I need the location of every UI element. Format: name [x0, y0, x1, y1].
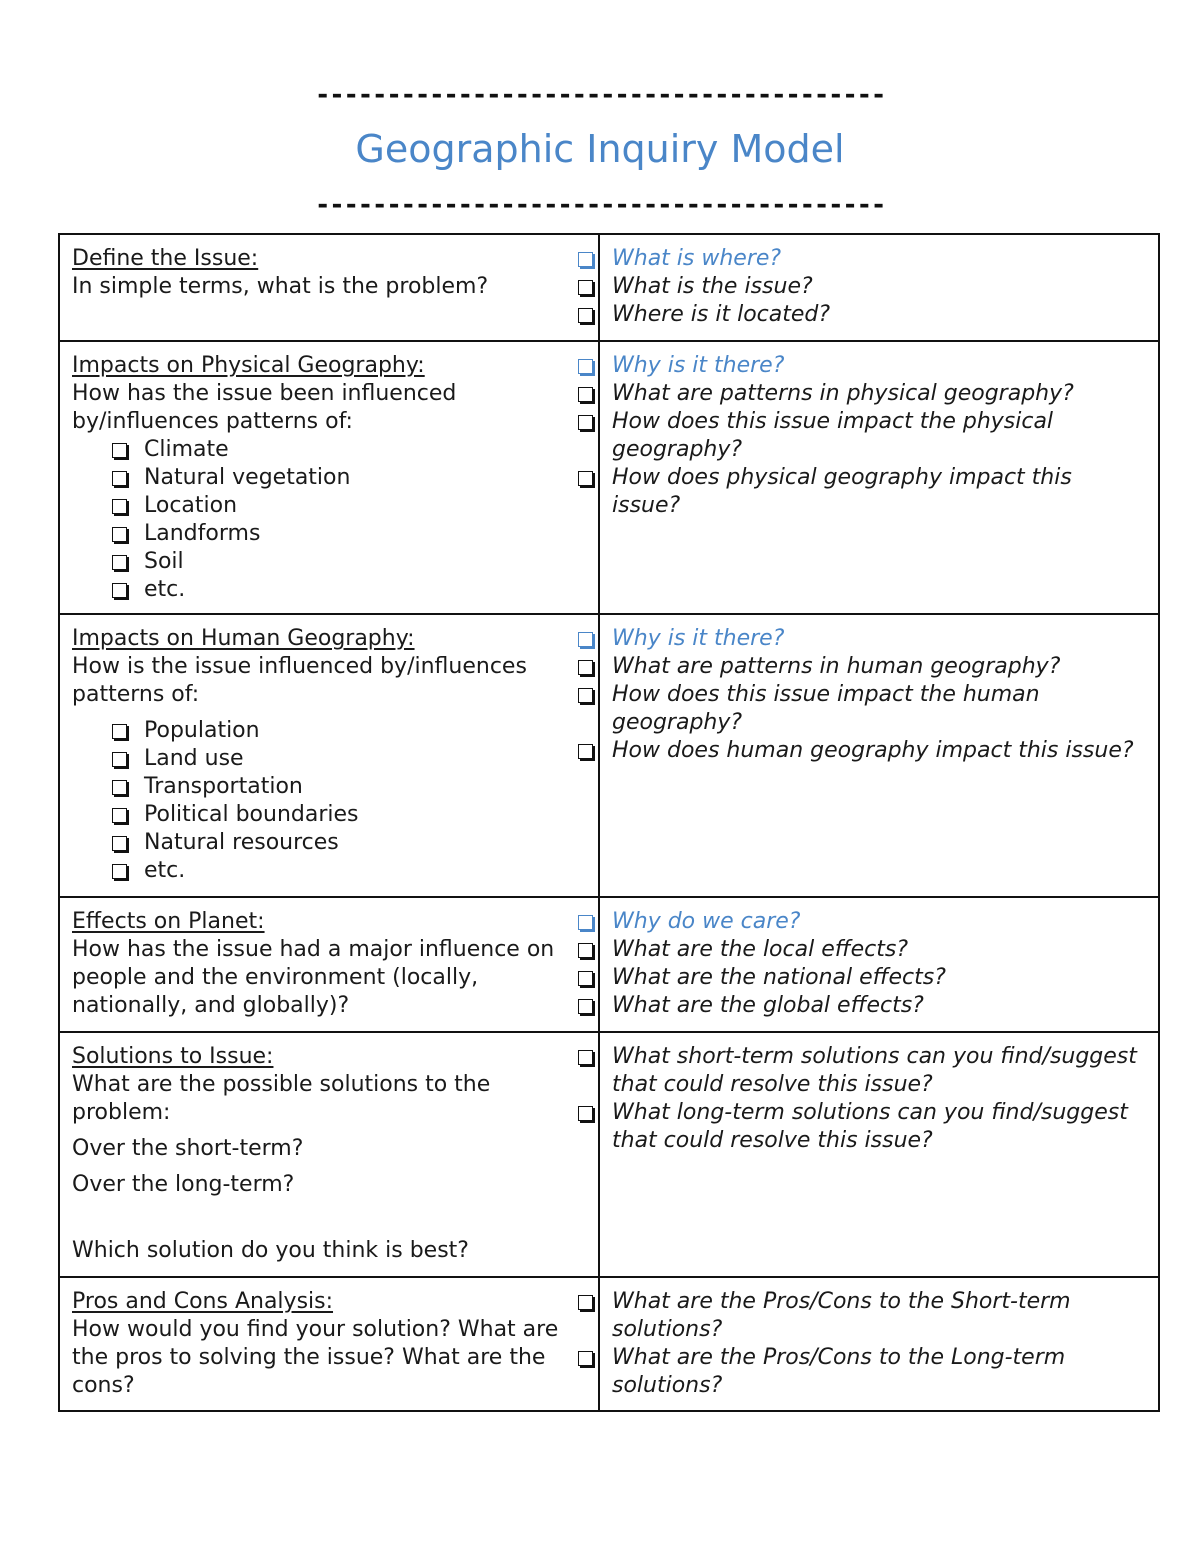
list-item-text: Natural resources [144, 830, 339, 855]
table-row [59, 897, 1159, 1032]
list-item-text: Population [144, 718, 260, 743]
checkbox-icon [578, 1351, 593, 1366]
list-item-text: Soil [144, 549, 184, 574]
row-questions-cell [599, 234, 1159, 341]
question-text: Why do we care? [612, 909, 801, 934]
question-item [578, 737, 1146, 765]
title-rule-top: ---------------------------------------- [314, 80, 886, 110]
row-description-cell [59, 234, 599, 341]
table-row [59, 341, 1159, 614]
list-item-text: Land use [144, 746, 244, 771]
checkbox-icon [112, 471, 127, 486]
section-description: How has the issue had a major influence on people and the environment (locally, nationally, and globally)? [72, 937, 555, 1018]
section-heading: Effects on Planet: [72, 909, 265, 934]
inquiry-table [58, 233, 1160, 1412]
checkbox-icon [578, 632, 593, 647]
question-list [612, 352, 1146, 520]
list-item [112, 520, 586, 548]
checkbox-icon [578, 744, 593, 759]
question-item [578, 1288, 1146, 1344]
question-item [578, 380, 1146, 408]
question-text: What long-term solutions can you find/suggest that could resolve this issue? [612, 1100, 1128, 1153]
question-text: Where is it located? [612, 302, 831, 327]
question-list [612, 625, 1146, 765]
question-text: What is where? [612, 246, 782, 271]
row-questions-cell [599, 341, 1159, 614]
list-item-text: etc. [144, 858, 186, 883]
list-item-text: etc. [144, 577, 186, 602]
list-item-text: Climate [144, 437, 229, 462]
question-text: What are patterns in human geography? [612, 654, 1061, 679]
question-text: How does this issue impact the physical geography? [612, 409, 1054, 462]
section-heading: Impacts on Physical Geography: [72, 353, 425, 378]
question-text: What are the national effects? [612, 965, 946, 990]
table-row [59, 614, 1159, 897]
question-text: How does human geography impact this issue? [612, 738, 1134, 763]
section-description: How is the issue influenced by/influences patterns of: [72, 654, 527, 707]
question-text: What are the Pros/Cons to the Short-term solutions? [612, 1289, 1071, 1342]
question-item [578, 992, 1146, 1020]
checkbox-icon [578, 471, 593, 486]
question-item [578, 301, 1146, 329]
list-item [112, 576, 586, 604]
question-item [578, 1344, 1146, 1400]
question-list [612, 245, 1146, 329]
section-description: How would you find your solution? What are the pros to solving the issue? What are the cons? [72, 1317, 559, 1398]
checkbox-icon [112, 555, 127, 570]
checkbox-icon [112, 583, 127, 598]
section-heading: Solutions to Issue: [72, 1044, 274, 1069]
question-item [578, 653, 1146, 681]
question-item [578, 681, 1146, 737]
checkbox-icon [112, 808, 127, 823]
question-text: How does physical geography impact this issue? [612, 465, 1072, 518]
short-term-prompt: Over the short-term? [72, 1136, 304, 1161]
question-list [612, 908, 1146, 1020]
section-description: In simple terms, what is the problem? [72, 274, 489, 299]
question-item [578, 245, 1146, 273]
checkbox-icon [578, 415, 593, 430]
question-text: What are the Pros/Cons to the Long-term solutions? [612, 1345, 1066, 1398]
row-questions-cell [599, 1277, 1159, 1411]
list-item-text: Landforms [144, 521, 261, 546]
question-text: How does this issue impact the human geography? [612, 682, 1040, 735]
checkbox-icon [578, 943, 593, 958]
row-description-cell [59, 614, 599, 897]
checkbox-icon [578, 308, 593, 323]
list-item [112, 436, 586, 464]
list-item [112, 857, 586, 885]
list-item [112, 829, 586, 857]
list-item-text: Location [144, 493, 238, 518]
checkbox-icon [578, 359, 593, 374]
checkbox-icon [578, 999, 593, 1014]
section-heading: Define the Issue: [72, 246, 259, 271]
question-item [578, 273, 1146, 301]
row-description-cell [59, 1032, 599, 1277]
section-description: What are the possible solutions to the problem: [72, 1072, 491, 1125]
question-text: Why is it there? [612, 626, 785, 651]
list-item [112, 464, 586, 492]
row-description-cell [59, 1277, 599, 1411]
checkbox-icon [578, 280, 593, 295]
checkbox-icon [578, 688, 593, 703]
question-text: What are the local effects? [612, 937, 909, 962]
question-text: What is the issue? [612, 274, 813, 299]
question-item [578, 1099, 1146, 1155]
list-item-text: Transportation [144, 774, 303, 799]
checkbox-icon [112, 780, 127, 795]
long-term-prompt: Over the long-term? [72, 1172, 295, 1197]
checkbox-icon [578, 1106, 593, 1121]
question-item [578, 908, 1146, 936]
page-title: Geographic Inquiry Model [355, 127, 845, 171]
best-solution-prompt: Which solution do you think is best? [72, 1238, 469, 1263]
row-questions-cell [599, 1032, 1159, 1277]
table-row [59, 1277, 1159, 1411]
question-text: What short-term solutions can you find/suggest that could resolve this issue? [612, 1044, 1137, 1097]
list-item-text: Natural vegetation [144, 465, 351, 490]
question-item [578, 464, 1146, 520]
section-heading: Impacts on Human Geography: [72, 626, 415, 651]
list-item [112, 773, 586, 801]
checkbox-icon [112, 752, 127, 767]
list-item [112, 745, 586, 773]
row-questions-cell [599, 614, 1159, 897]
title-rule-bottom: ---------------------------------------- [314, 190, 886, 220]
question-list [612, 1043, 1146, 1155]
question-item [578, 936, 1146, 964]
list-item [112, 717, 586, 745]
question-item [578, 1043, 1146, 1099]
question-text: What are the global effects? [612, 993, 924, 1018]
checkbox-icon [112, 836, 127, 851]
question-list [612, 1288, 1146, 1400]
row-description-cell [59, 897, 599, 1032]
list-item [112, 801, 586, 829]
checkbox-icon [578, 915, 593, 930]
checkbox-icon [112, 724, 127, 739]
checkbox-icon [112, 443, 127, 458]
question-item [578, 964, 1146, 992]
pattern-list [112, 717, 586, 885]
checkbox-icon [112, 499, 127, 514]
question-item [578, 408, 1146, 464]
table-row [59, 234, 1159, 341]
list-item [112, 492, 586, 520]
section-heading: Pros and Cons Analysis: [72, 1289, 334, 1314]
checkbox-icon [578, 387, 593, 402]
row-description-cell [59, 341, 599, 614]
checkbox-icon [578, 1050, 593, 1065]
list-item [112, 548, 586, 576]
question-text: Why is it there? [612, 353, 785, 378]
pattern-list [112, 436, 586, 604]
question-item [578, 352, 1146, 380]
checkbox-icon [112, 864, 127, 879]
section-description: How has the issue been influenced by/influences patterns of: [72, 381, 457, 434]
checkbox-icon [578, 660, 593, 675]
row-questions-cell [599, 897, 1159, 1032]
table-row [59, 1032, 1159, 1277]
checkbox-icon [578, 252, 593, 267]
checkbox-icon [578, 971, 593, 986]
question-item [578, 625, 1146, 653]
list-item-text: Political boundaries [144, 802, 359, 827]
checkbox-icon [112, 527, 127, 542]
checkbox-icon [578, 1295, 593, 1310]
question-text: What are patterns in physical geography? [612, 381, 1074, 406]
